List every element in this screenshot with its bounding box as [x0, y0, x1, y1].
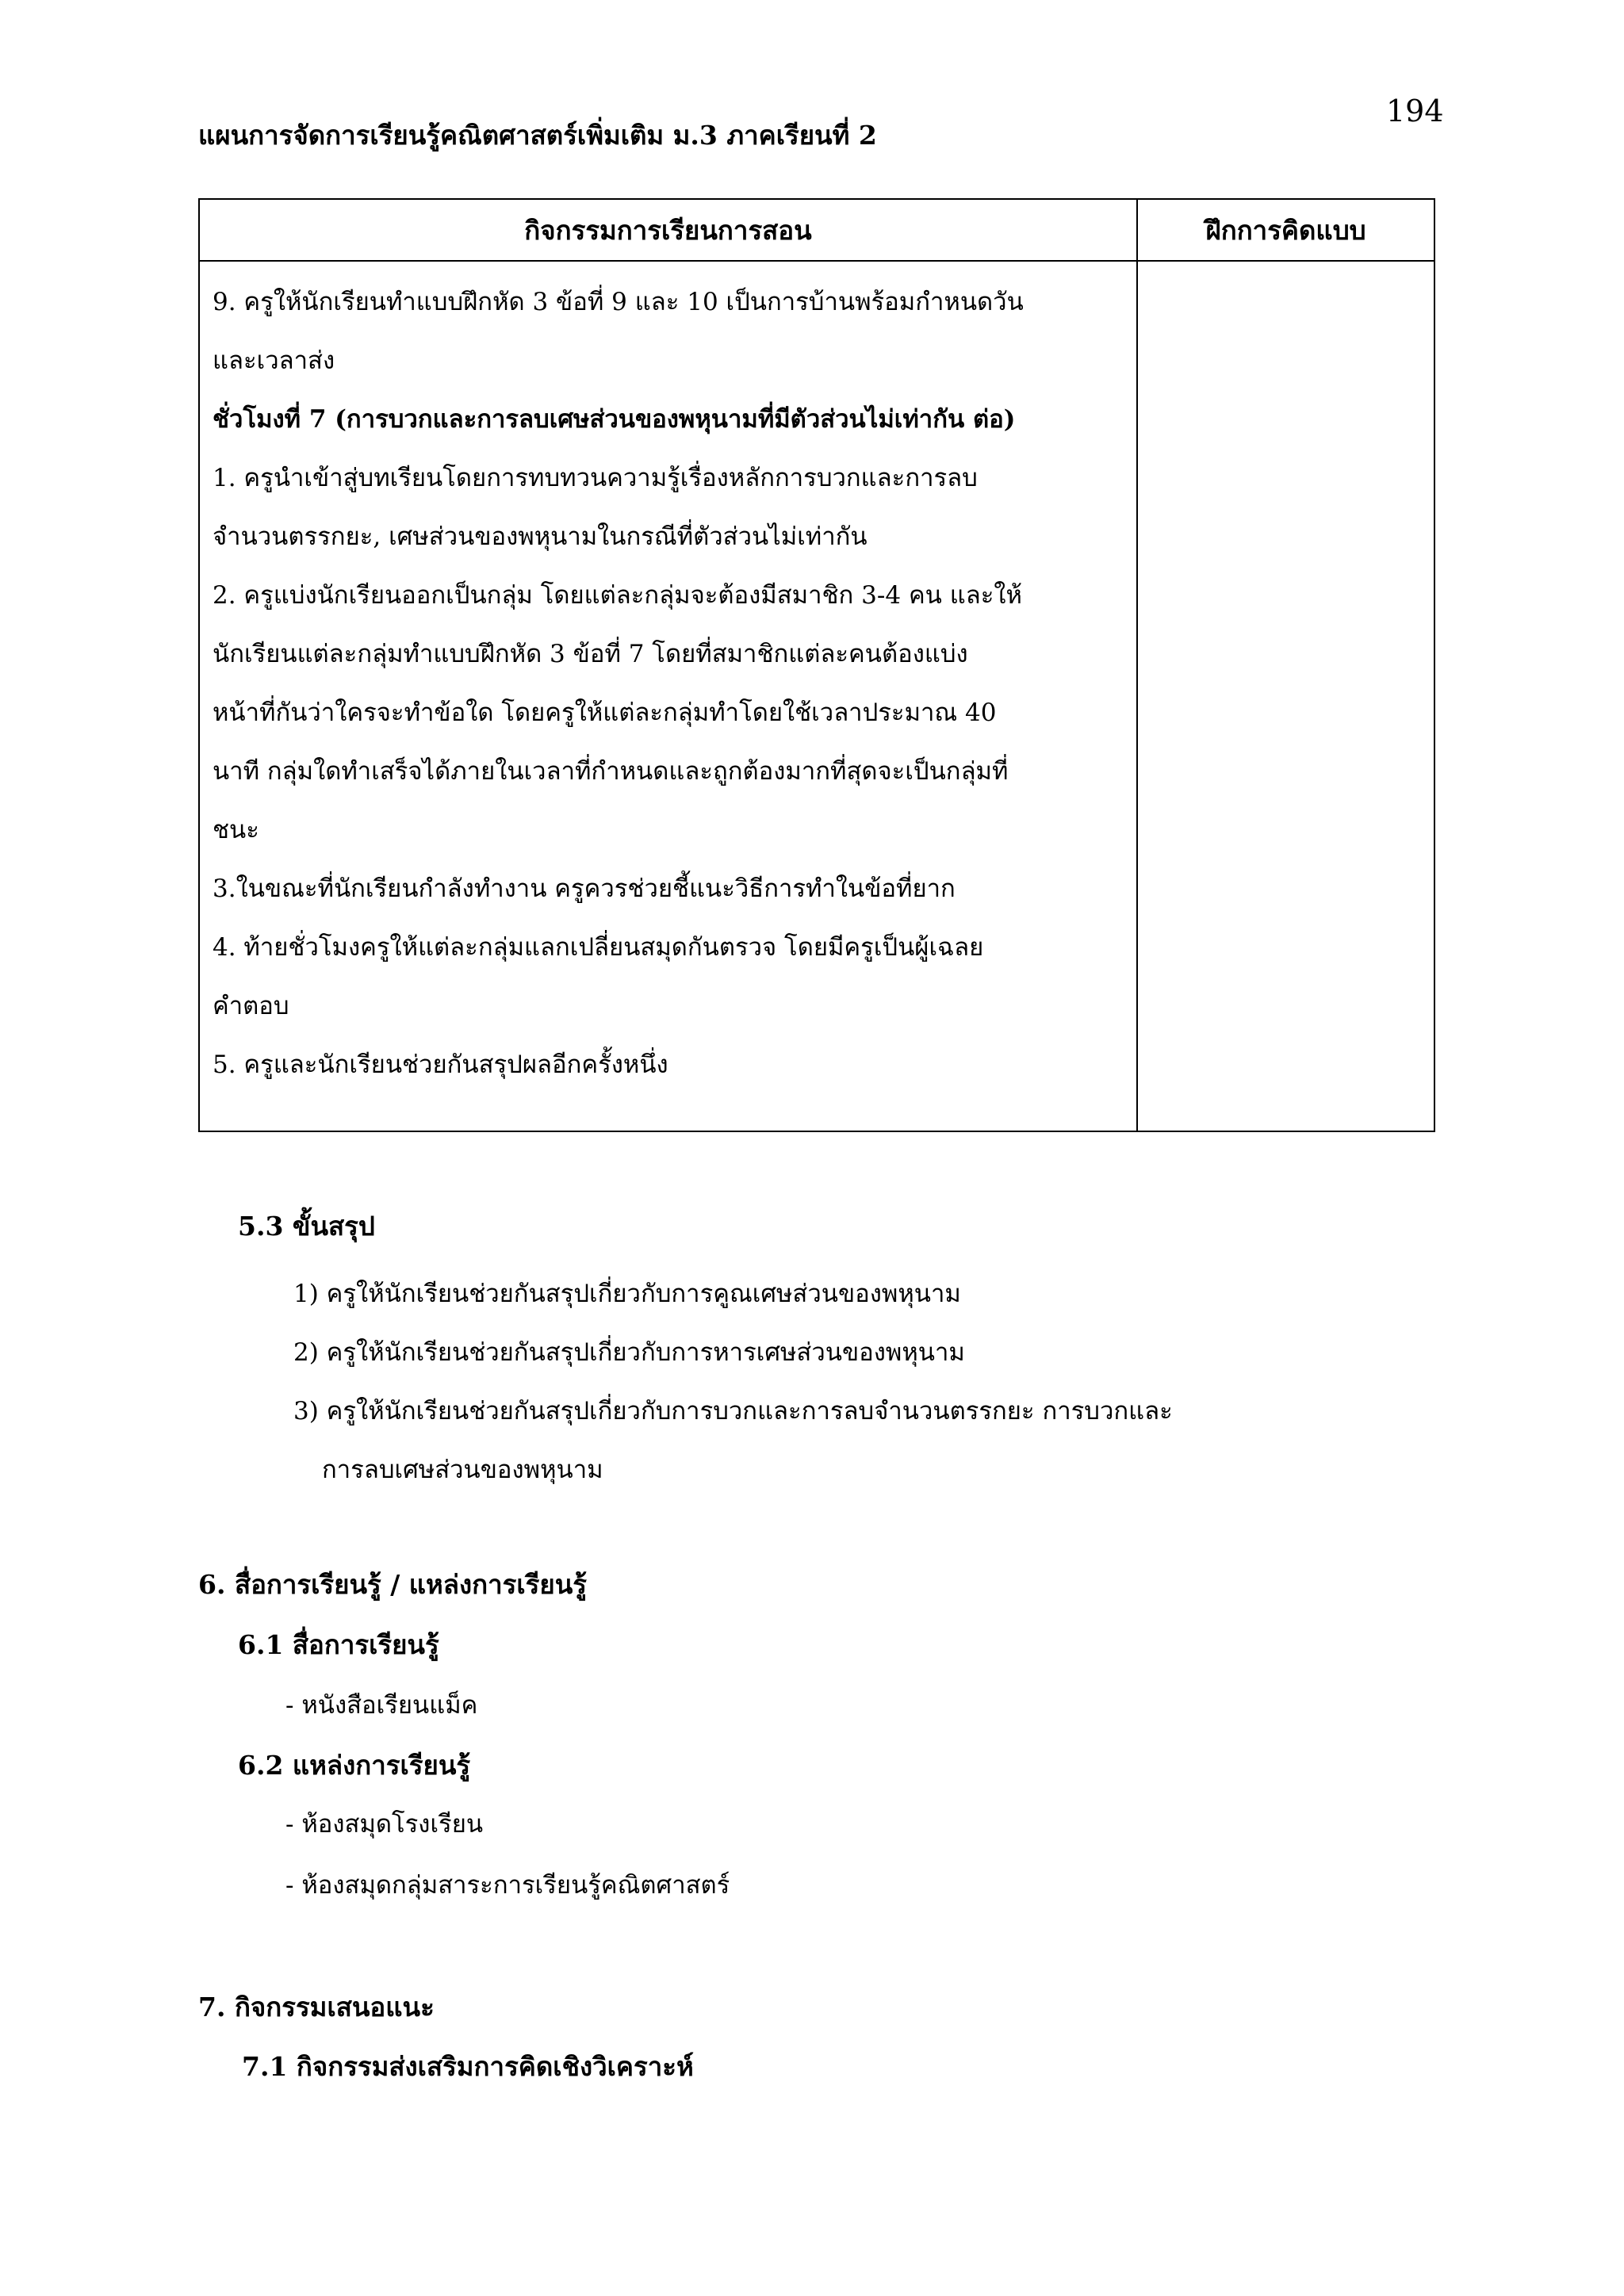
summary-item: 2) ครูให้นักเรียนช่วยกันสรุปเกี่ยวกับการหารเศษส่วนของพหุนาม: [293, 1338, 965, 1367]
hour-heading: ชั่วโมงที่ 7 (การบวกและการลบเศษส่วนของพหุนามที่มีตัวส่วนไม่เท่ากัน ต่อ): [213, 405, 1016, 434]
section-6-heading: 6. สื่อการเรียนรู้ / แหล่งการเรียนรู้: [198, 1569, 588, 1600]
activity-line: 5. ครูและนักเรียนช่วยกันสรุปผลอีกครั้งหนึ่ง: [213, 1050, 668, 1079]
activity-line: หน้าที่กันว่าใครจะทำข้อใด โดยครูให้แต่ละกลุ่มทำโดยใช้เวลาประมาณ 40: [213, 698, 997, 727]
summary-list: [293, 1265, 1435, 1499]
activity-line: 3.ในขณะที่นักเรียนกำลังทำงาน ครูควรช่วยชี้แนะวิธีการทำในข้อที่ยาก: [213, 874, 956, 903]
activity-line: นักเรียนแต่ละกลุ่มทำแบบฝึกหัด 3 ข้อที่ 7 โดยที่สมาชิกแต่ละคนต้องแบ่ง: [213, 640, 968, 668]
section-6-1-heading: 6.1 สื่อการเรียนรู้: [238, 1629, 439, 1660]
source-item: - ห้องสมุดโรงเรียน: [285, 1810, 484, 1839]
activity-line: 2. ครูแบ่งนักเรียนออกเป็นกลุ่ม โดยแต่ละกลุ่มจะต้องมีสมาชิก 3-4 คน และให้: [213, 581, 1022, 610]
header-activities: กิจกรรมการเรียนการสอน: [199, 199, 1137, 261]
section-6-2-heading: 6.2 แหล่งการเรียนรู้: [238, 1750, 471, 1781]
activity-line: คำตอบ: [213, 992, 289, 1020]
activity-line: 4. ท้ายชั่วโมงครูให้แต่ละกลุ่มแลกเปลี่ยนสมุดกันตรวจ โดยมีครูเป็นผู้เฉลย: [213, 933, 984, 962]
activity-line: 1. ครูนำเข้าสู่บทเรียนโดยการทบทวนความรู้เรื่องหลักการบวกและการลบ: [213, 464, 978, 492]
media-item: - หนังสือเรียนแม็ค: [285, 1691, 478, 1720]
summary-item: 3) ครูให้นักเรียนช่วยกันสรุปเกี่ยวกับการบวกและการลบจำนวนตรรกยะ การบวกและ: [293, 1397, 1173, 1425]
activity-table: [198, 198, 1435, 1132]
summary-item: 1) ครูให้นักเรียนช่วยกันสรุปเกี่ยวกับการคูณเศษส่วนของพหุนาม: [293, 1280, 961, 1308]
activity-line: ชนะ: [213, 816, 259, 844]
section-7-1-heading: 7.1 กิจกรรมส่งเสริมการคิดเชิงวิเคราะห์: [242, 2051, 694, 2082]
source-item: - ห้องสมุดกลุ่มสาระการเรียนรู้คณิตศาสตร์: [285, 1871, 730, 1900]
activity-line: และเวลาส่ง: [213, 346, 335, 375]
page-number: 194: [1386, 94, 1444, 128]
section-5-3-heading: 5.3 ขั้นสรุป: [238, 1211, 375, 1242]
document-title: แผนการจัดการเรียนรู้คณิตศาสตร์เพิ่มเติม ม.3 ภาคเรียนที่ 2: [198, 120, 877, 151]
section-7-heading: 7. กิจกรรมเสนอแนะ: [198, 1992, 435, 2022]
activity-line: จำนวนตรรกยะ, เศษส่วนของพหุนามในกรณีที่ตัวส่วนไม่เท่ากัน: [213, 522, 868, 551]
header-thinking-practice: ฝึกการคิดแบบ: [1137, 199, 1434, 261]
summary-item-continuation: การลบเศษส่วนของพหุนาม: [322, 1456, 603, 1484]
activities-cell: [199, 261, 1137, 1131]
thinking-practice-cell: [1137, 261, 1434, 1131]
activity-line: นาที กลุ่มใดทำเสร็จได้ภายในเวลาที่กำหนดและถูกต้องมากที่สุดจะเป็นกลุ่มที่: [213, 757, 1009, 786]
activity-line: 9. ครูให้นักเรียนทำแบบฝึกหัด 3 ข้อที่ 9 และ 10 เป็นการบ้านพร้อมกำหนดวัน: [213, 288, 1024, 316]
